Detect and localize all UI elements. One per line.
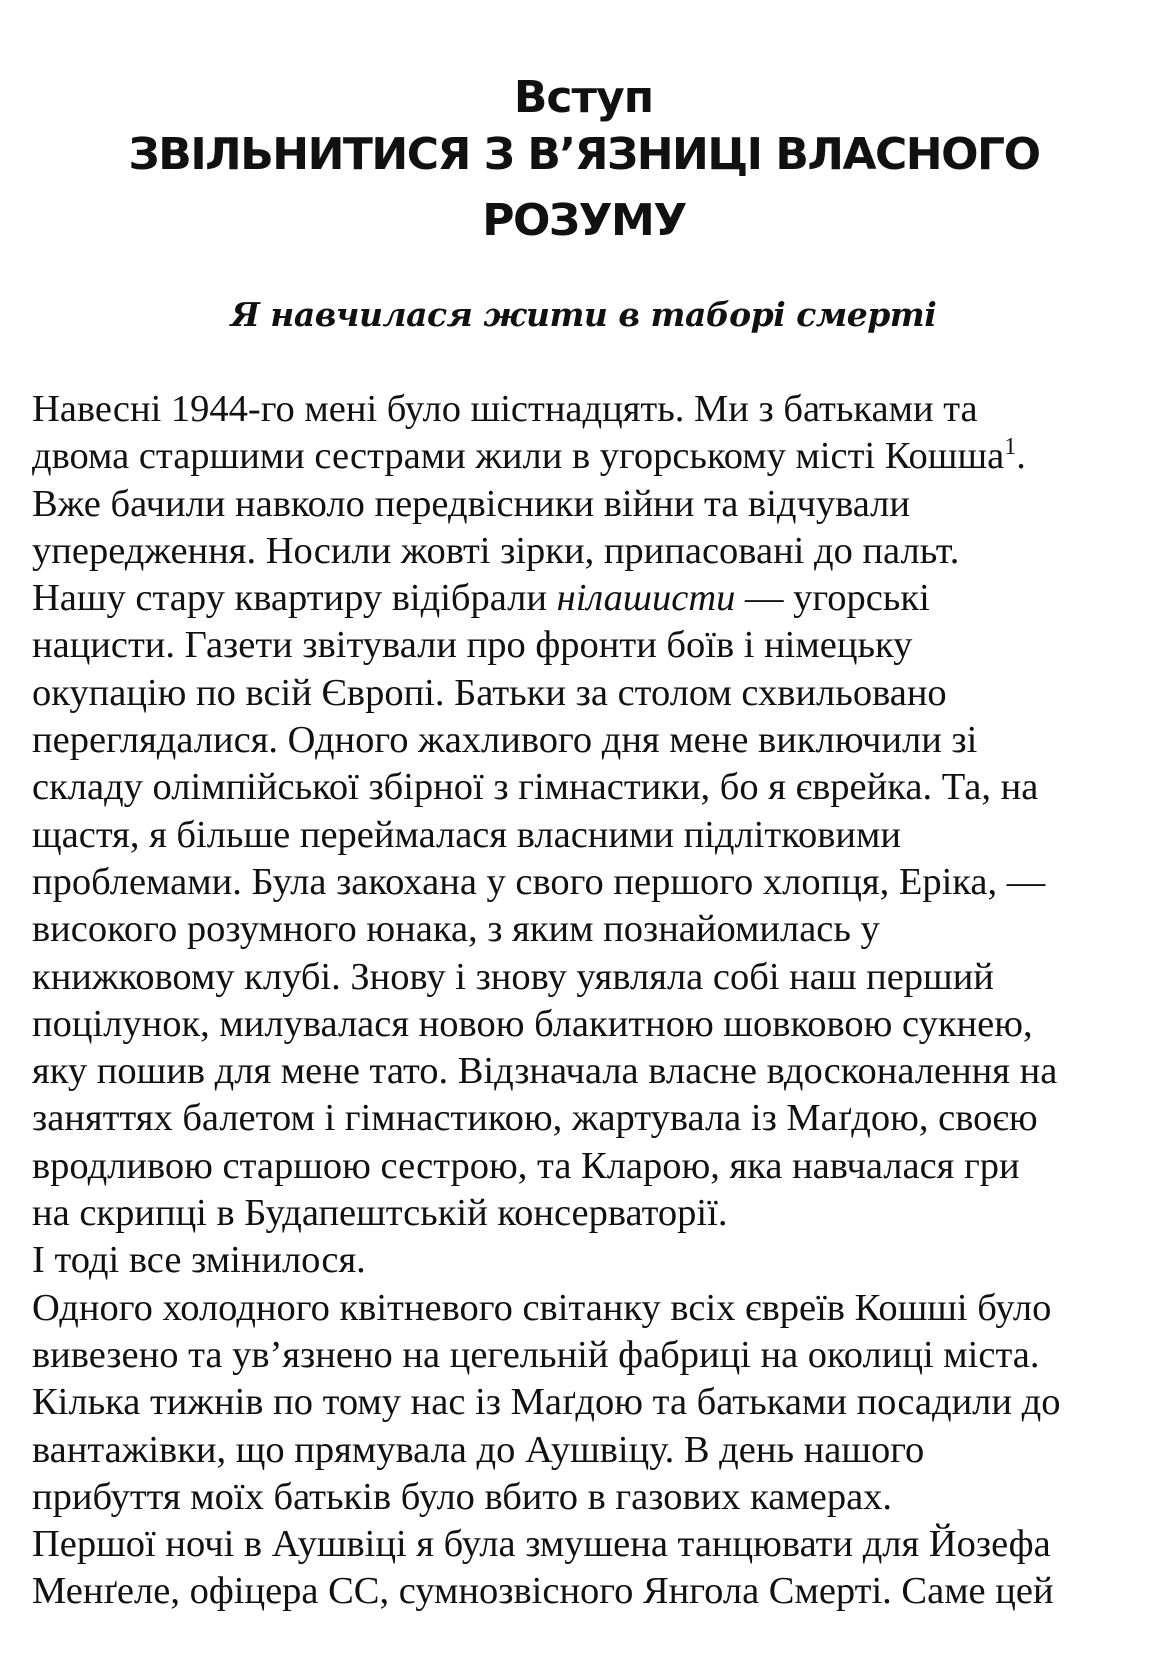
text-segment: двома старшими сестрами жили в угорському місті Кошша — [32, 435, 1005, 478]
text-line: Кілька тижнів по тому нас із Маґдою та батьками посадили до — [32, 1381, 1061, 1424]
text-line: яку пошив для мене тато. Відзначала власне вдосконалення на — [32, 1050, 1058, 1093]
text-line: заняттях балетом і гімнастикою, жартувала із Маґдою, своєю — [32, 1097, 1038, 1140]
text-line: книжковому клубі. Знову і знову уявляла собі наш перший — [32, 955, 994, 998]
chapter-title: ЗВІЛЬНИТИСЯ З В’ЯЗНИЦІ ВЛАСНОГО РОЗУМУ — [128, 129, 1040, 246]
text-line: на скрипці в Будапештській консерваторії. — [32, 1192, 728, 1235]
text-line: складу олімпійської збірної з гімнастики, бо я єврейка. Та, на — [32, 766, 1039, 809]
text-line: переглядалися. Одного жахливого дня мене виключили зі — [32, 719, 978, 762]
chapter-subtitle: Я навчилася жити в таборі смерті — [230, 295, 937, 334]
text-line: вродливою старшою сестрою, та Кларою, яка навчалася гри — [32, 1144, 1020, 1187]
italic-term: нілашисти — [556, 577, 736, 620]
text-line — [32, 575, 1142, 622]
text-line: Першої ночі в Аушвіці я була змушена танцювати для Йозефа — [32, 1523, 1051, 1566]
text-line: Менґеле, офіцера СС, сумнозвісного Янгола Смерті. Саме цей — [32, 1570, 1054, 1613]
text-line: Одного холодного квітневого світанку всіх євреїв Кошші було — [32, 1286, 1052, 1329]
text-line: вантажівки, що прямувала до Аушвіцу. В день нашого — [32, 1428, 925, 1471]
text-segment: Нашу стару квартиру відібрали — [32, 577, 557, 620]
text-line: проблемами. Була закохана у свого першого хлопця, Еріка, — — [32, 860, 1046, 903]
text-line: вивезено та ув’язнено на цегельній фабриці на околиці міста. — [32, 1333, 1040, 1376]
text-line: упередження. Носили жовті зірки, припасовані до пальт. — [32, 529, 960, 572]
text-segment: . — [1016, 435, 1026, 478]
text-line: І тоді все змінилося. — [32, 1239, 366, 1282]
text-line: нацисти. Газети звітували про фронти боїв і німецьку — [32, 624, 913, 667]
text-line: прибуття моїх батьків було вбито в газових камерах. — [32, 1475, 893, 1518]
footnote-reference[interactable]: 1 — [1004, 434, 1017, 461]
text-line: щастя, я більше переймалася власними підлітковими — [32, 813, 901, 856]
body-text — [32, 386, 1142, 1616]
chapter-label: Вступ — [513, 72, 654, 123]
text-line: Вже бачили навколо передвісники війни та відчували — [32, 482, 910, 525]
text-line — [32, 433, 1142, 480]
text-line: Навесні 1944-го мені було шістнадцять. Ми з батьками та — [32, 388, 978, 430]
text-segment: — угорські — [735, 577, 930, 620]
text-line: окупацію по всій Європі. Батьки за столом схвильовано — [32, 671, 947, 714]
text-line: поцілунок, милувалася новою блакитною шовковою сукнею, — [32, 1002, 1033, 1045]
text-line: високого розумного юнака, з яким познайомилась у — [32, 908, 880, 951]
